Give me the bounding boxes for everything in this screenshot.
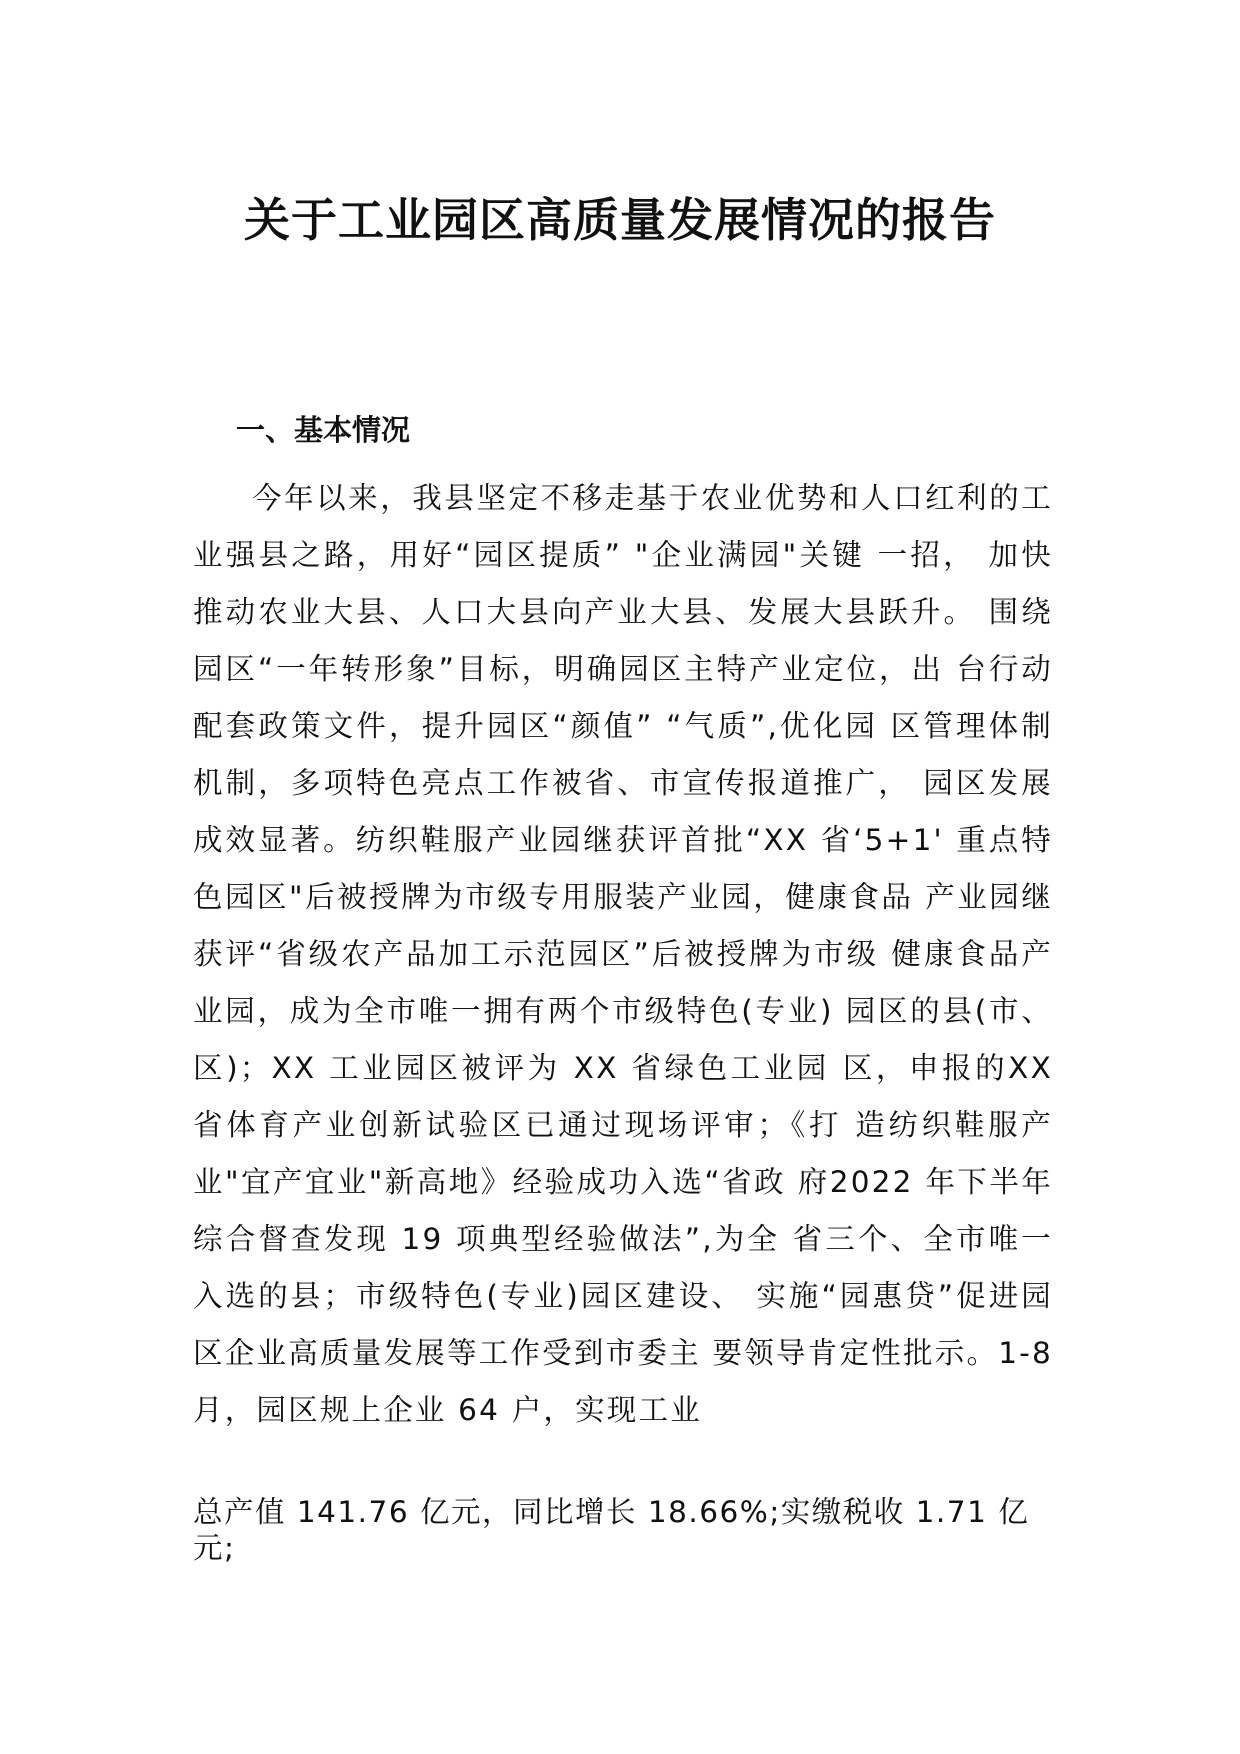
body-paragraph-continued: 总产值 141.76 亿元，同比增长 18.66%;实缴税收 1.71 亿元; — [193, 1495, 1030, 1565]
body-paragraph: 今年以来，我县坚定不移走基于农业优势和人口红利的工业强县之路，用好“园区提质” "企业满园"关键 一招， 加快推动农业大县、人口大县向产业大县、发展大县跃升。 围绕园区“一年转形象”目标，明确园区主特产业定位，出 台行动配套政策文件，提升园区“颜值” “气质”,优化园 区管理体制机制，多项特色亮点工作被省、市宣传报道推广， 园区发展成效显著。纺织鞋服产业园继获评首批“XX 省‘5+1' 重点特色园区"后被授牌为市级专用服装产业园，健康食品 产业园继获评“省级农产品加工示范园区”后被授牌为市级 健康食品产业园，成为全市唯一拥有两个市级特色(专业) 园区的县(市、区)；XX 工业园区被评为 XX 省绿色工业园 区，申报的XX 省体育产业创新试验区已通过现场评审；《打 造纺织鞋服产业"宜产宜业"新高地》经验成功入选“省政 府2022 年下半年综合督查发现 19 项典型经验做法”,为全 省三个、全市唯一入选的县；市级特色(专业)园区建设、 实施“园惠贷”促进园区企业高质量发展等工作受到市委主 要领导肯定性批示。1-8 月，园区规上企业 64 户，实现工业 — [193, 481, 1053, 1427]
section-heading: 一、基本情况 — [236, 413, 411, 447]
document-title: 关于工业园区高质量发展情况的报告 — [244, 193, 996, 247]
